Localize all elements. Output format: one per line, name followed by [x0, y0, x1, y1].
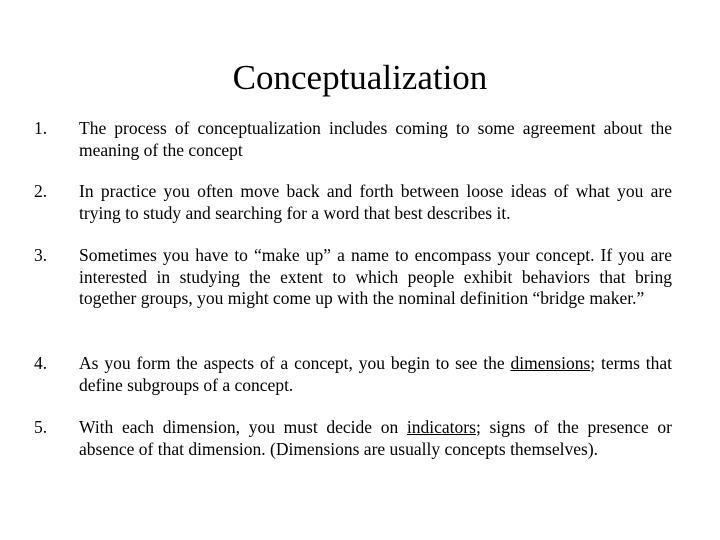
- item-text-pre: As you form the aspects of a concept, you begin to see the: [79, 353, 511, 373]
- slide-title: Conceptualization: [232, 58, 488, 97]
- item-text-pre: With each dimension, you must decide on: [79, 417, 407, 437]
- item-number: 4.: [34, 353, 48, 373]
- item-text: Sometimes you have to “make up” a name to encompass your concept. If you are interested in studying the extent to which people exhibit behaviors that bring together groups, you might come up with the nominal definition “bridge maker.”: [79, 245, 672, 308]
- item-number: 1.: [34, 118, 48, 138]
- term-indicators: indicators: [406, 417, 476, 437]
- item-number: 2.: [34, 181, 48, 201]
- item-text: In practice you often move back and forth between loose ideas of what you are trying to study and searching for a word that best describes it.: [79, 181, 672, 223]
- item-number: 5.: [34, 417, 48, 437]
- item-text: [79, 353, 672, 396]
- item-text: The process of conceptualization includes coming to some agreement about the meaning of the concept: [79, 118, 672, 160]
- item-text: [79, 417, 672, 460]
- item-text-post: ; terms that define subgroups of a concept.: [79, 353, 673, 395]
- term-dimensions: dimensions: [510, 353, 591, 373]
- item-number: 3.: [34, 245, 48, 265]
- item-text-post: ; signs of the presence or absence of that dimension. (Dimensions are usually concepts themselves).: [79, 417, 672, 459]
